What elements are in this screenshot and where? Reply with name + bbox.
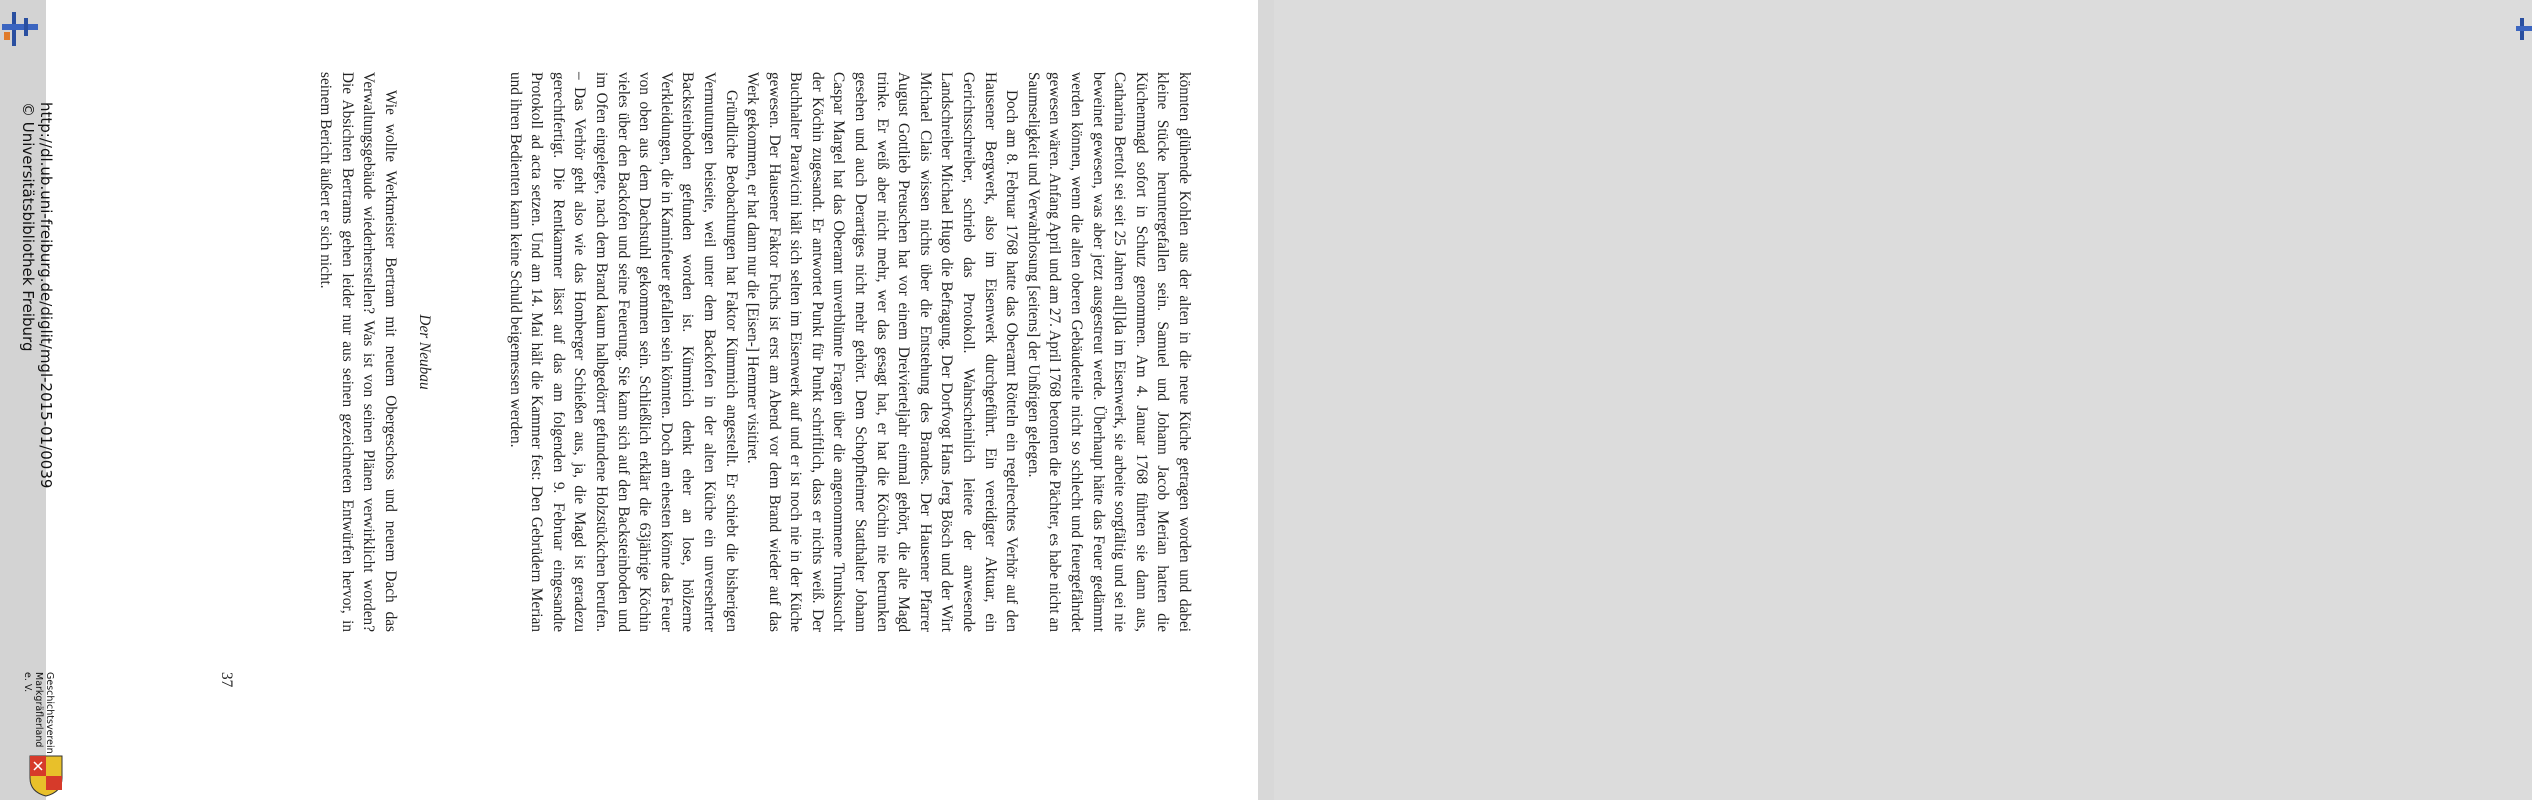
section-heading: Der Neubau	[416, 314, 433, 390]
paragraph-4: Wie wollte Werkmeister Bertram mit neuem Obergeschoss und neuem Dach das Verwaltungsgebäude wiederherstellen? Was ist von seinen Plänen verwirklicht worden? Die Absichten Bertrams gehen leider nur aus seinen gezeichneten Entwürfen hervor, in seinem Bericht äußert er sich nicht.	[317, 72, 399, 632]
library-credit: © Universitätsbibliothek Freiburg	[19, 102, 37, 352]
coat-of-arms-logo	[24, 752, 68, 798]
body-text-section-2	[315, 72, 401, 632]
publisher-line-1: Geschichtsverein	[44, 672, 55, 754]
document-page	[19, 0, 1258, 800]
color-bar-icon	[2, 8, 38, 48]
page-number: 37	[218, 672, 235, 688]
paragraph-3: Gründliche Beobachtungen hat Faktor Kümmich angestellt. Er schiebt die bisherigen Vermutungen beiseite, weil unter dem Backofen in der alten Küche ein unversehrter Backsteinboden gefunden worden ist. Kümmich denkt eher an lose, hölzerne Verkleidungen, die in Kaminfeuer gefallen sein könnten. Doch am ehesten könne das Feuer von oben aus dem Dachstuhl gekommen sein. Schließlich erklärt die 63jährige Köchin vieles über den Backofen und seine Feuerung. Sie kann sich auf den Backsteinboden und im Ofen eingelegte, nach dem Brand kaum halbgedörrt gefundene Holzstückchen berufen. – Das Verhör geht also wie das Homberger Schießen aus, ja, die Magd ist geradezu gerechtfertigt. Die Rentkammer lässt auf das am folgenden 9. Februar eingesandte Protokoll ad acta setzen. Und am 14. Mai hält die Kammer fest: Den Gebrüdern Merian und ihren Bedienten kann keine Schuld beigemessen werden.	[506, 72, 740, 632]
publisher-credit	[22, 672, 55, 754]
body-text-section-1	[504, 72, 1195, 632]
source-url[interactable]: http://dl.ub.uni-freiburg.de/diglit/mgl-2015-01/0039	[37, 102, 55, 489]
color-bar-icon-right	[2516, 18, 2532, 42]
rotated-page-content	[19, 72, 1195, 754]
publisher-line-2: Markgräflerland e. V.	[22, 672, 44, 748]
right-margin-strip	[1258, 0, 1274, 800]
paragraph-1: könnten glühende Kohlen aus der alten in die neue Küche getragen worden und dabei kleine Stücke heruntergefallen sein. Samuel und Johann Jacob Merian hatten die Küchenmagd sofort in Schutz genommen. Am 4. Januar 1768 führten sie dann aus, Catharina Bertolt sei seit 25 Jahren al[l]da im Eisenwerk, sie arbeite sorgfältig und sei nie beweinet gewesen, was aber jetzt ausgestreut werde. Überhaupt hätte das Feuer gedämmt werden können, wenn die alten oberen Gebäudeteile nicht so schlecht und feuergefährdet gewesen wären. Anfang April und am 27. April 1768 betonten die Pächter, es habe nicht an Saumseligkeit und Verwahrlosung [seitens] der Unßrigen gelegen.	[1024, 72, 1193, 632]
paragraph-2: Doch am 8. Februar 1768 hatte das Oberamt Rötteln ein regelrechtes Verhör auf den Hausener Bergwerk, also im Eisenwerk durchgeführt. Ein vereidigter Aktuar, ein Gerichtsschreiber, schrieb das Protokoll. Wahrscheinlich leitete der anwesende Landschreiber Michael Hugo die Befragung. Der Dorfvogt Hans Jerg Bösch und der Wirt Michael Clais wissen nichts über die Entstehung des Brandes. Der Hausener Pfarrer August Gottlieb Preuschen hat vor einem Dreivierteljahr einmal gehört, die alte Magd trinke. Er weiß aber nicht mehr, wer das gesagt hat, er hat die Köchin nie betrunken gesehen und auch Derartiges nicht mehr gehört. Dem Schopfheimer Statthalter Johann Caspar Margel hat das Oberamt unverblümte Fragen über die angenommene Trunksucht der Köchin zugesandt. Er antwortet Punkt für Punkt schriftlich, dass er nichts weiß. Der Buchhalter Paravicini hält sich selten im Eisenwerk auf und er ist noch nie in der Küche gewesen. Der Hausener Faktor Fuchs ist erst am Abend vor dem Brand wieder auf das Werk gekommen, er hat dann nur die [Eisen-] Hemmer visitiret.	[744, 72, 1021, 632]
